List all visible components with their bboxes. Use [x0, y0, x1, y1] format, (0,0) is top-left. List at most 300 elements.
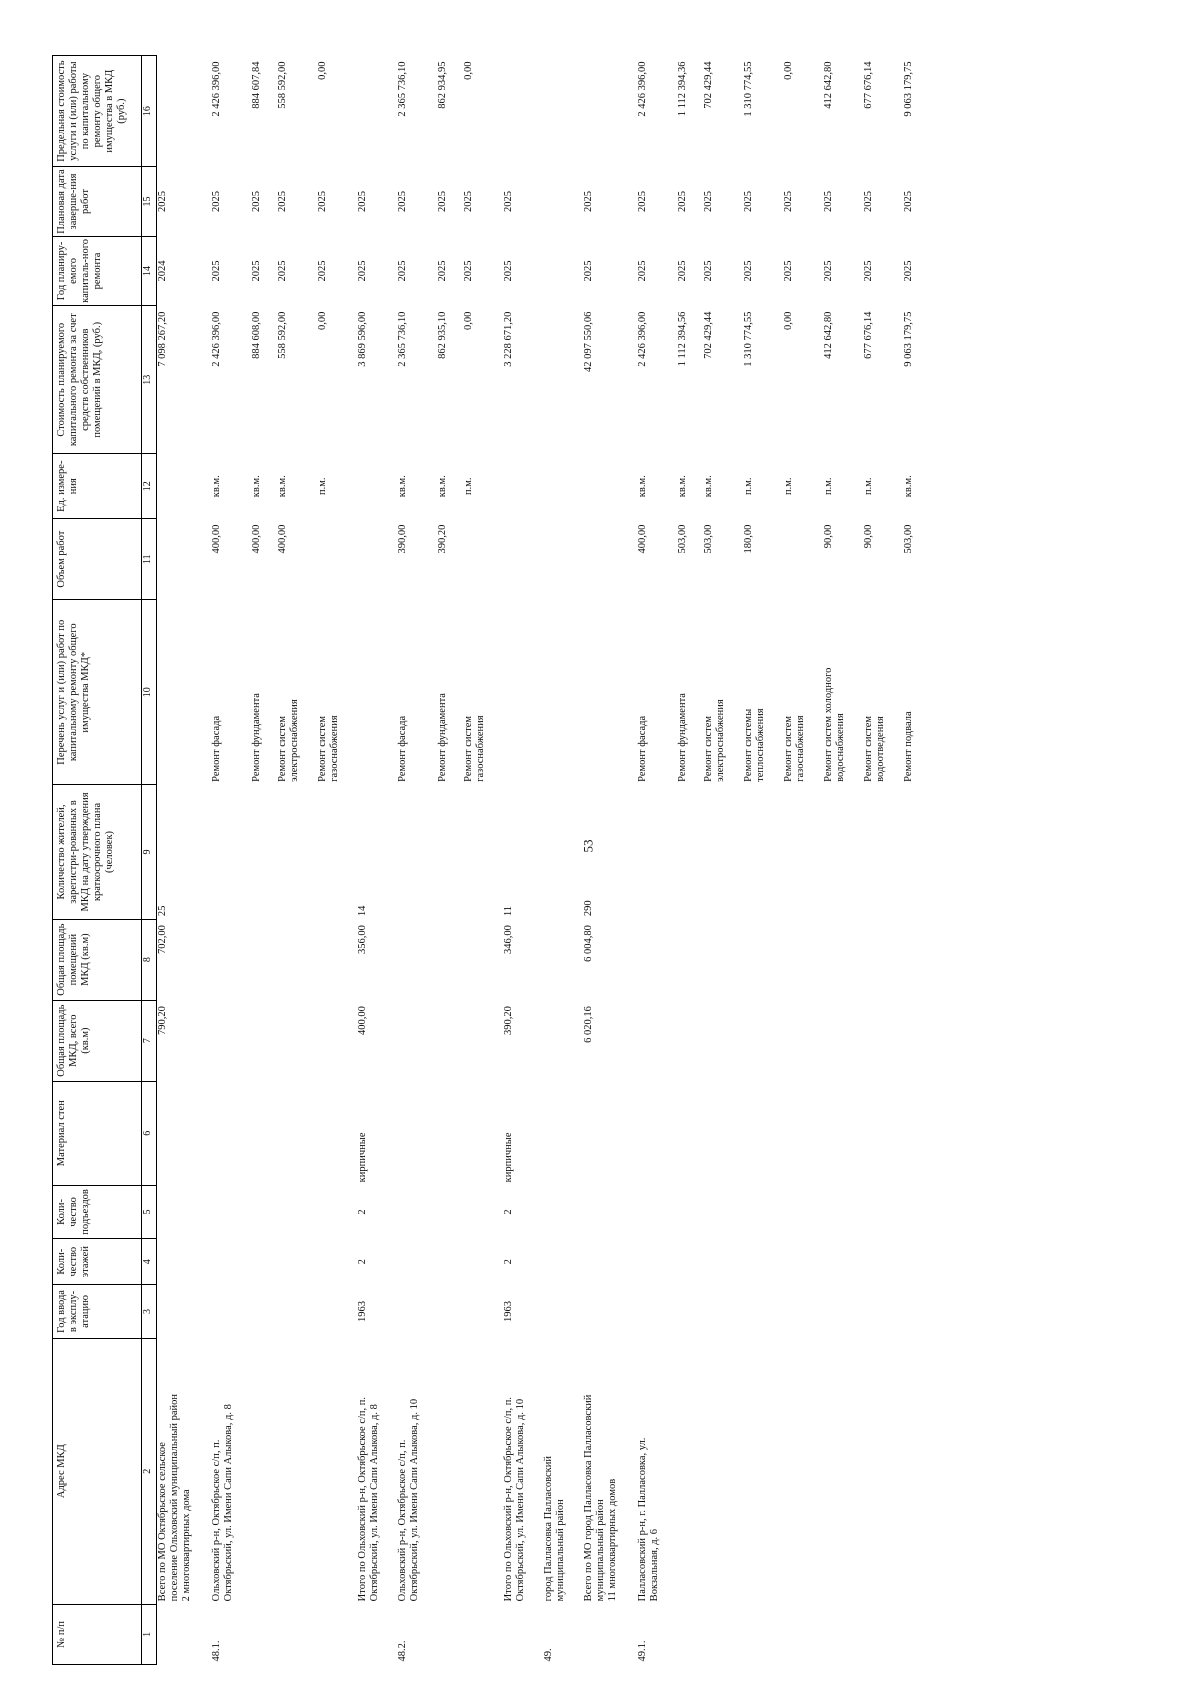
table-cell — [543, 236, 583, 305]
column-header: Год планиру-емого капиталь-ного ремонта — [53, 236, 142, 305]
table-cell: 2025 — [703, 260, 714, 282]
table-cell: Ремонт систем газоснабжения — [317, 715, 340, 782]
table-cell: 400,00 — [277, 524, 288, 554]
table-cell — [211, 1000, 251, 1081]
table-row — [543, 56, 583, 1665]
table-cell — [437, 1604, 463, 1664]
table-cell: 9 063 179,75 — [903, 311, 914, 367]
table-cell — [703, 1185, 743, 1238]
table-cell: 702 429,44 — [703, 311, 714, 359]
column-number: 14 — [142, 236, 157, 305]
table-cell — [677, 919, 703, 1000]
column-header: Стоимость планируемого капитального ремонта за счет средств собственников помещений в МКД, (руб.) — [53, 306, 142, 454]
table-cell: 0,00 — [463, 311, 474, 331]
table-cell: 390,20 — [503, 1006, 514, 1035]
table-cell — [317, 1000, 357, 1081]
table-cell — [743, 1081, 783, 1185]
table-cell: Ольховский р-н, Октябрьское с/п, п. Октябрьский, ул. Имени Сапи Алыкова, д. 8 — [211, 1404, 234, 1602]
table-cell: 2025 — [397, 260, 408, 282]
table-cell: 862 935,10 — [437, 311, 448, 359]
table-cell: 2 426 396,00 — [637, 61, 648, 117]
table-cell — [543, 306, 583, 454]
table-cell — [677, 1239, 703, 1285]
table-cell — [583, 519, 637, 600]
table-cell — [903, 919, 929, 1000]
table-cell — [677, 1185, 703, 1238]
column-number-row — [142, 56, 157, 1665]
table-cell — [823, 785, 863, 919]
table-cell — [903, 1285, 929, 1338]
table-cell: 677 676,14 — [863, 311, 874, 359]
table-cell — [903, 1185, 929, 1238]
table-cell — [783, 519, 823, 600]
table-cell: 2025 — [157, 190, 168, 212]
table-cell — [397, 1081, 437, 1185]
table-cell: 2025 — [277, 190, 288, 212]
table-body — [157, 56, 930, 1665]
table-cell: Ремонт фасада — [211, 715, 222, 782]
column-number: 9 — [142, 785, 157, 919]
table-cell: 884 608,00 — [251, 311, 262, 359]
table-cell — [863, 785, 903, 919]
table-cell: п.м. — [823, 477, 834, 495]
column-number: 2 — [142, 1338, 157, 1604]
column-number: 15 — [142, 167, 157, 236]
table-cell — [251, 1285, 277, 1338]
table-cell — [743, 1604, 783, 1664]
table-cell: Ремонт систем электроснабжения — [277, 699, 300, 782]
table-cell: 390,00 — [397, 524, 408, 554]
table-cell — [637, 1239, 677, 1285]
table-cell: 2025 — [317, 260, 328, 282]
table-cell: 2025 — [863, 190, 874, 212]
table-cell: 862 934,95 — [437, 61, 448, 109]
table-cell — [903, 785, 929, 919]
table-cell: 503,00 — [703, 524, 714, 554]
table-cell — [357, 600, 397, 785]
table-cell — [397, 1239, 437, 1285]
table-cell — [703, 1338, 743, 1604]
table-cell — [157, 1081, 212, 1185]
table-cell — [211, 919, 251, 1000]
table-cell: 3 869 596,00 — [357, 311, 368, 367]
table-cell: 2025 — [703, 190, 714, 212]
table-cell — [157, 1604, 212, 1664]
table-cell — [863, 1185, 903, 1238]
table-cell: 2025 — [397, 190, 408, 212]
table-cell: 677 676,14 — [863, 61, 874, 109]
table-cell: 2 — [503, 1259, 514, 1265]
table-row — [503, 56, 543, 1665]
table-cell — [543, 1081, 583, 1185]
table-cell: 49. — [543, 1648, 554, 1662]
table-row — [863, 56, 903, 1665]
column-number: 6 — [142, 1081, 157, 1185]
table-cell: 390,20 — [437, 524, 448, 554]
table-row — [743, 56, 783, 1665]
table-cell — [251, 919, 277, 1000]
table-cell — [543, 454, 583, 519]
table-cell — [543, 600, 583, 785]
column-header: Количество жителей, зарегистри-рованных в МКД на дату утверждения краткосрочного плана (человек) — [53, 785, 142, 919]
table-cell: 2025 — [357, 190, 368, 212]
table-cell — [823, 1000, 863, 1081]
table-row — [903, 56, 929, 1665]
table-cell: 2025 — [637, 190, 648, 212]
table-cell — [277, 919, 317, 1000]
column-number: 16 — [142, 56, 157, 167]
table-cell — [317, 1338, 357, 1604]
table-cell: 0,00 — [317, 311, 328, 331]
table-cell — [543, 56, 583, 167]
table-row — [277, 56, 317, 1665]
table-cell: кв.м. — [437, 475, 448, 498]
table-cell: 180,00 — [743, 524, 754, 554]
table-cell: 1 310 774,55 — [743, 61, 754, 117]
table-cell — [863, 1000, 903, 1081]
table-cell — [863, 1604, 903, 1664]
table-cell — [823, 1239, 863, 1285]
table-cell — [317, 1239, 357, 1285]
table-cell — [543, 1000, 583, 1081]
table-cell — [463, 1081, 503, 1185]
table-cell: 2025 — [463, 190, 474, 212]
table-cell: 400,00 — [251, 524, 262, 554]
table-cell: Ремонт систем электроснабжения — [703, 699, 726, 782]
table-cell — [703, 1081, 743, 1185]
header-row — [53, 56, 142, 1665]
table-cell: 2025 — [211, 260, 222, 282]
table-cell: Ремонт системы теплоснабжения — [743, 708, 766, 782]
table-row — [251, 56, 277, 1665]
column-header: Общая площадь помещений МКД (кв.м) — [53, 919, 142, 1000]
table-row — [437, 56, 463, 1665]
table-cell — [543, 785, 583, 919]
table-cell: Ремонт фундамента — [677, 693, 688, 782]
table-cell — [543, 1185, 583, 1238]
column-number: 4 — [142, 1239, 157, 1285]
table-cell: 2025 — [583, 260, 594, 282]
table-cell: 0,00 — [317, 61, 328, 80]
table-cell — [637, 1000, 677, 1081]
table-cell — [317, 1604, 357, 1664]
table-cell: 503,00 — [903, 524, 914, 554]
column-header: № п/п — [53, 1604, 142, 1664]
table-cell — [703, 1604, 743, 1664]
table-cell — [157, 1239, 212, 1285]
table-cell: 702,00 — [157, 925, 168, 954]
table-cell — [863, 1338, 903, 1604]
table-cell — [397, 1285, 437, 1338]
table-cell: 400,00 — [637, 524, 648, 554]
table-cell — [703, 785, 743, 919]
table-cell: п.м. — [783, 477, 794, 495]
table-cell: 2025 — [637, 260, 648, 282]
column-header: Коли-чество этажей — [53, 1239, 142, 1285]
table-cell — [317, 1285, 357, 1338]
table-cell: 2025 — [823, 260, 834, 282]
table-cell — [503, 1604, 543, 1664]
table-cell — [463, 1000, 503, 1081]
table-cell: п.м. — [863, 477, 874, 495]
table-cell — [783, 1604, 823, 1664]
table-cell: 1963 — [503, 1300, 514, 1322]
table-cell — [211, 1081, 251, 1185]
column-header: Предельная стоимость услуги и (или) работы по капитальному ремонту общего имущества в МКД (руб.) — [53, 56, 142, 167]
table-cell — [543, 919, 583, 1000]
table-cell: Ольховский р-н, Октябрьское с/п, п. Октябрьский, ул. Имени Сапи Алыкова, д. 10 — [397, 1398, 420, 1602]
table-cell: 503,00 — [677, 524, 688, 554]
table-cell: 48.2. — [397, 1640, 408, 1662]
table-cell — [863, 1285, 903, 1338]
table-cell — [277, 1239, 317, 1285]
table-cell: 2025 — [503, 260, 514, 282]
column-number: 5 — [142, 1185, 157, 1238]
table-cell — [823, 1081, 863, 1185]
table-cell: кв.м. — [211, 475, 222, 498]
table-cell: Всего по МО город Палласовка Палласовский муниципальный район 11 многоквартирных домов — [583, 1394, 618, 1602]
table-cell: п.м. — [743, 477, 754, 495]
table-cell — [637, 1081, 677, 1185]
table-cell: 2025 — [211, 190, 222, 212]
table-cell: 90,00 — [823, 524, 834, 549]
table-row — [637, 56, 677, 1665]
table-cell — [703, 1000, 743, 1081]
table-cell: 2 365 736,10 — [397, 61, 408, 117]
column-header: Общая площадь МКД, всего (кв.м) — [53, 1000, 142, 1081]
table-cell — [503, 56, 543, 167]
table-cell: п.м. — [317, 477, 328, 495]
repair-plan-table — [52, 55, 929, 1665]
column-header: Коли-чество подъездов — [53, 1185, 142, 1238]
table-cell: 90,00 — [863, 524, 874, 549]
table-cell: 6 004,80 — [583, 925, 594, 962]
table-cell: 6 020,16 — [583, 1006, 594, 1043]
table-cell — [703, 919, 743, 1000]
table-cell: 2025 — [677, 190, 688, 212]
table-cell — [503, 454, 543, 519]
table-cell: кв.м. — [677, 475, 688, 498]
table-cell — [823, 1338, 863, 1604]
table-cell — [277, 785, 317, 919]
table-cell — [463, 1285, 503, 1338]
table-cell — [157, 519, 212, 600]
table-cell — [677, 1285, 703, 1338]
table-cell — [783, 785, 823, 919]
table-cell: 1963 — [357, 1300, 368, 1322]
table-cell — [703, 1285, 743, 1338]
table-cell: Ремонт фасада — [637, 715, 648, 782]
table-cell: кв.м. — [703, 475, 714, 498]
table-cell — [277, 1000, 317, 1081]
table-cell: 2025 — [863, 260, 874, 282]
table-cell — [583, 1239, 637, 1285]
table-cell: Итого по Ольховский р-н, Октябрьское с/п, п. Октябрьский, ул. Имени Сапи Алыкова, д. 8 — [357, 1396, 380, 1602]
column-number: 8 — [142, 919, 157, 1000]
table-cell — [783, 1000, 823, 1081]
table-cell — [277, 1338, 317, 1604]
table-cell: 2 426 396,00 — [211, 61, 222, 117]
table-cell — [251, 1185, 277, 1238]
table-cell: Ремонт систем холодного водоснабжения — [823, 667, 846, 782]
table-cell — [637, 1185, 677, 1238]
table-cell — [903, 1338, 929, 1604]
table-cell — [317, 919, 357, 1000]
table-cell — [251, 1604, 277, 1664]
table-cell — [823, 1604, 863, 1664]
table-cell — [677, 1000, 703, 1081]
table-cell: 25 — [157, 905, 168, 917]
table-cell — [743, 1285, 783, 1338]
table-cell — [743, 1338, 783, 1604]
table-cell — [157, 1185, 212, 1238]
table-cell — [543, 1285, 583, 1338]
table-row — [463, 56, 503, 1665]
table-cell — [317, 1185, 357, 1238]
column-header: Адрес МКД — [53, 1338, 142, 1604]
column-number: 7 — [142, 1000, 157, 1081]
table-cell: 2 — [503, 1209, 514, 1215]
table-cell — [251, 1239, 277, 1285]
table-cell: 2 — [357, 1259, 368, 1265]
table-cell: 14 — [357, 905, 368, 917]
column-header: Год ввода в эксплу-атацию — [53, 1285, 142, 1338]
table-cell: Ремонт систем газоснабжения — [783, 715, 806, 782]
table-cell — [251, 1338, 277, 1604]
table-cell — [211, 1185, 251, 1238]
table-cell: Итого по Ольховский р-н, Октябрьское с/п, п. Октябрьский, ул. Имени Сапи Алыкова, д. 10 — [503, 1396, 526, 1602]
column-number: 10 — [142, 600, 157, 785]
table-cell: 3 228 671,20 — [503, 311, 514, 367]
table-cell: 2025 — [277, 260, 288, 282]
table-row — [317, 56, 357, 1665]
table-cell — [583, 600, 637, 785]
table-cell: 2025 — [463, 260, 474, 282]
table-cell: 790,20 — [157, 1006, 168, 1035]
table-cell — [251, 785, 277, 919]
table-cell: 558 592,00 — [277, 61, 288, 109]
column-number: 11 — [142, 519, 157, 600]
table-cell: Ремонт систем газоснабжения — [463, 715, 486, 782]
table-cell: 400,00 — [357, 1006, 368, 1035]
table-cell — [317, 1081, 357, 1185]
table-row — [357, 56, 397, 1665]
table-cell: 400,00 — [211, 524, 222, 554]
table-cell: 412 642,80 — [823, 61, 834, 109]
table-cell — [677, 1338, 703, 1604]
table-cell: город Палласовка Палласовский муниципальный район — [543, 1455, 566, 1602]
table-cell — [463, 1185, 503, 1238]
table-cell: кв.м. — [397, 475, 408, 498]
table-row — [397, 56, 437, 1665]
table-cell: 9 063 179,75 — [903, 61, 914, 117]
table-cell: 0,00 — [783, 61, 794, 80]
table-cell: 0,00 — [463, 61, 474, 80]
table-cell: кирпичные — [357, 1132, 368, 1183]
table-row — [157, 56, 212, 1665]
table-cell — [823, 1285, 863, 1338]
page-number: 53 — [580, 839, 596, 853]
table-cell: 42 097 550,06 — [583, 311, 594, 373]
table-cell: Палласовский р-н, г. Палласовка, ул. Вокзальная, д. 6 — [637, 1437, 660, 1602]
table-cell — [743, 1239, 783, 1285]
table-cell: 11 — [503, 905, 514, 917]
table-cell: 1 112 394,36 — [677, 61, 688, 117]
table-cell: Всего по МО Октябрьское сельское поселение Ольховский муниципальный район 2 многоквартирных дома — [157, 1393, 192, 1602]
table-cell: 290 — [583, 900, 594, 917]
table-cell: 2025 — [743, 260, 754, 282]
table-cell — [463, 919, 503, 1000]
table-cell: Ремонт фундамента — [437, 693, 448, 782]
table-cell — [583, 1081, 637, 1185]
table-cell: 2025 — [783, 260, 794, 282]
table-cell — [637, 1285, 677, 1338]
table-cell — [437, 1000, 463, 1081]
table-cell — [463, 1338, 503, 1604]
table-cell: п.м. — [463, 477, 474, 495]
table-cell: 2025 — [783, 190, 794, 212]
table-cell: 702 429,44 — [703, 61, 714, 109]
table-cell: кв.м. — [903, 475, 914, 498]
table-cell — [397, 785, 437, 919]
table-cell — [903, 1239, 929, 1285]
table-cell: 2025 — [251, 190, 262, 212]
table-cell — [211, 1239, 251, 1285]
table-cell — [637, 785, 677, 919]
table-cell — [211, 785, 251, 919]
table-cell: 1 112 394,56 — [677, 311, 688, 367]
table-cell: 7 098 267,20 — [157, 311, 168, 367]
table-cell: 2025 — [503, 190, 514, 212]
table-cell — [823, 919, 863, 1000]
table-cell: 2 365 736,10 — [397, 311, 408, 367]
table-row — [823, 56, 863, 1665]
table-cell — [903, 1604, 929, 1664]
table-cell — [251, 1081, 277, 1185]
table-cell — [543, 1239, 583, 1285]
table-cell — [543, 519, 583, 600]
table-cell — [677, 1081, 703, 1185]
table-cell: 2 — [357, 1209, 368, 1215]
table-cell — [397, 919, 437, 1000]
table-cell: Ремонт систем водоотведения — [863, 715, 886, 782]
table-cell — [583, 1604, 637, 1664]
table-cell: кирпичные — [503, 1132, 514, 1183]
table-cell: 2025 — [583, 190, 594, 212]
table-cell — [503, 519, 543, 600]
table-cell — [277, 1604, 317, 1664]
table-cell: 412 642,80 — [823, 311, 834, 359]
table-cell: Ремонт фундамента — [251, 693, 262, 782]
table-cell — [463, 1604, 503, 1664]
table-row — [677, 56, 703, 1665]
table-cell — [677, 1604, 703, 1664]
table-cell — [863, 1239, 903, 1285]
table-cell: Ремонт подвала — [903, 711, 914, 782]
table-cell: 2025 — [437, 260, 448, 282]
table-cell — [783, 1285, 823, 1338]
table-cell: 346,00 — [503, 925, 514, 954]
table-cell — [357, 454, 397, 519]
table-cell — [157, 1285, 212, 1338]
table-cell: 2 426 396,00 — [637, 311, 648, 367]
table-cell — [211, 1285, 251, 1338]
column-number: 13 — [142, 306, 157, 454]
table-cell: 884 607,84 — [251, 61, 262, 109]
table-cell — [317, 785, 357, 919]
table-cell — [903, 1000, 929, 1081]
table-cell — [397, 1185, 437, 1238]
